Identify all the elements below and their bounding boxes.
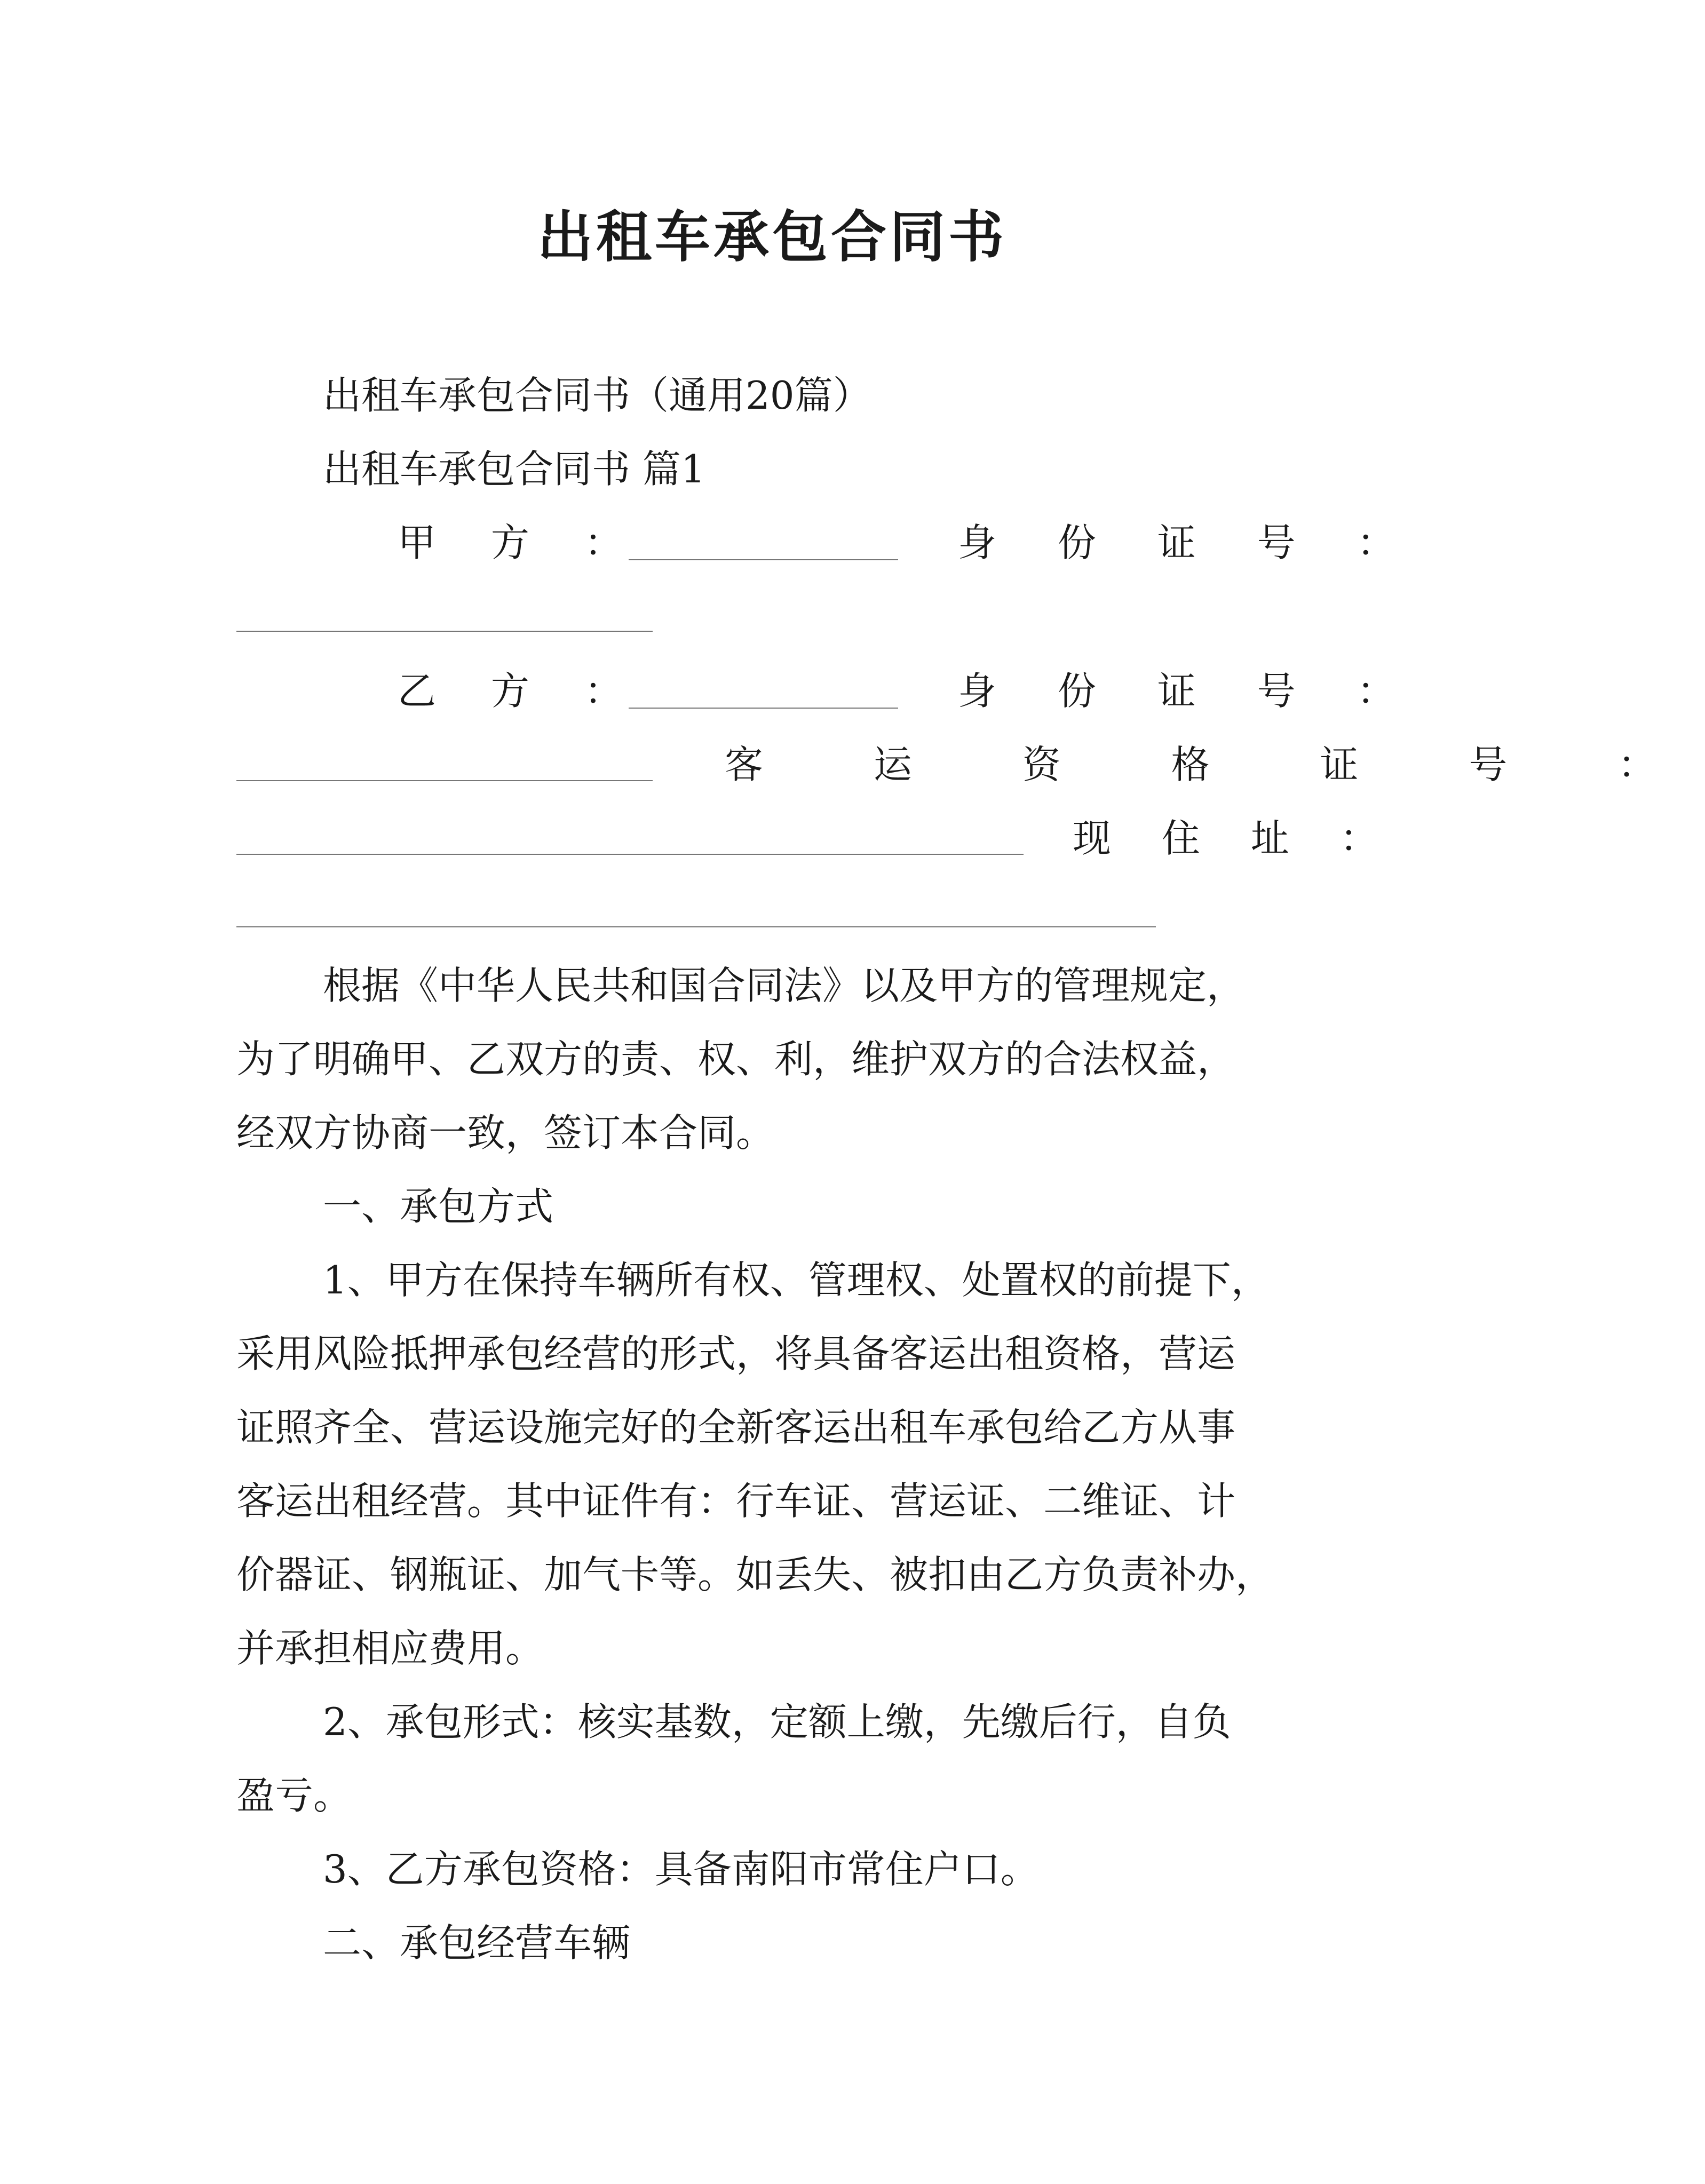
body-line-12: 盈亏。 [236, 1773, 352, 1818]
party-a-id-blank[interactable] [236, 631, 653, 632]
party-a-id-label: 身 份 证 号 ： [958, 520, 1420, 565]
body-line-8: 客运出租经营。其中证件有：行车证、营运证、二维证、计 [236, 1479, 1236, 1523]
body-line-10: 并承担相应费用。 [236, 1626, 544, 1671]
body-line-3: 经双方协商一致，签订本合同。 [236, 1110, 775, 1155]
party-b-name-blank[interactable] [629, 708, 898, 709]
party-a-label: 甲 方 ： [398, 520, 644, 565]
body-line-7: 证照齐全、营运设施完好的全新客运出租车承包给乙方从事 [236, 1405, 1236, 1450]
body-line-1: 根据《中华人民共和国合同法》以及甲方的管理规定， [323, 963, 1246, 1008]
body-line-5: 1、甲方在保持车辆所有权、管理权、处置权的前提下， [323, 1258, 1270, 1303]
body-line-2: 为了明确甲、乙双方的责、权、利，维护双方的合法权益， [236, 1037, 1236, 1082]
body-line-6: 采用风险抵押承包经营的形式，将具备客运出租资格，营运 [236, 1331, 1236, 1376]
party-b-id-label: 身 份 证 号 ： [958, 669, 1420, 713]
body-line-9: 价器证、钢瓶证、加气卡等。如丢失、被扣由乙方负责补办， [236, 1552, 1274, 1597]
chapter-heading: 出租车承包合同书 篇1 [323, 447, 705, 491]
document-subtitle: 出租车承包合同书（通用20篇） [323, 373, 871, 418]
party-b-id-blank[interactable] [236, 780, 653, 781]
section-heading-2: 二、承包经营车辆 [323, 1920, 631, 1965]
party-a-name-blank[interactable] [629, 559, 898, 560]
party-b-qualification-blank[interactable] [236, 854, 1024, 855]
party-b-qualification-label: 客 运 资 格 证 号 ： [725, 742, 1705, 787]
body-line-11: 2、承包形式：核实基数，定额上缴，先缴后行，自负 [323, 1699, 1231, 1744]
party-b-address-label: 现 住 址 ： [1073, 816, 1398, 861]
body-line-13: 3、乙方承包资格：具备南阳市常住户口。 [323, 1847, 1039, 1892]
party-b-address-blank[interactable] [236, 926, 1156, 927]
section-heading-1: 一、承包方式 [323, 1184, 554, 1229]
party-b-label: 乙 方 ： [398, 669, 644, 713]
document-title: 出租车承包合同书 [537, 204, 1007, 269]
